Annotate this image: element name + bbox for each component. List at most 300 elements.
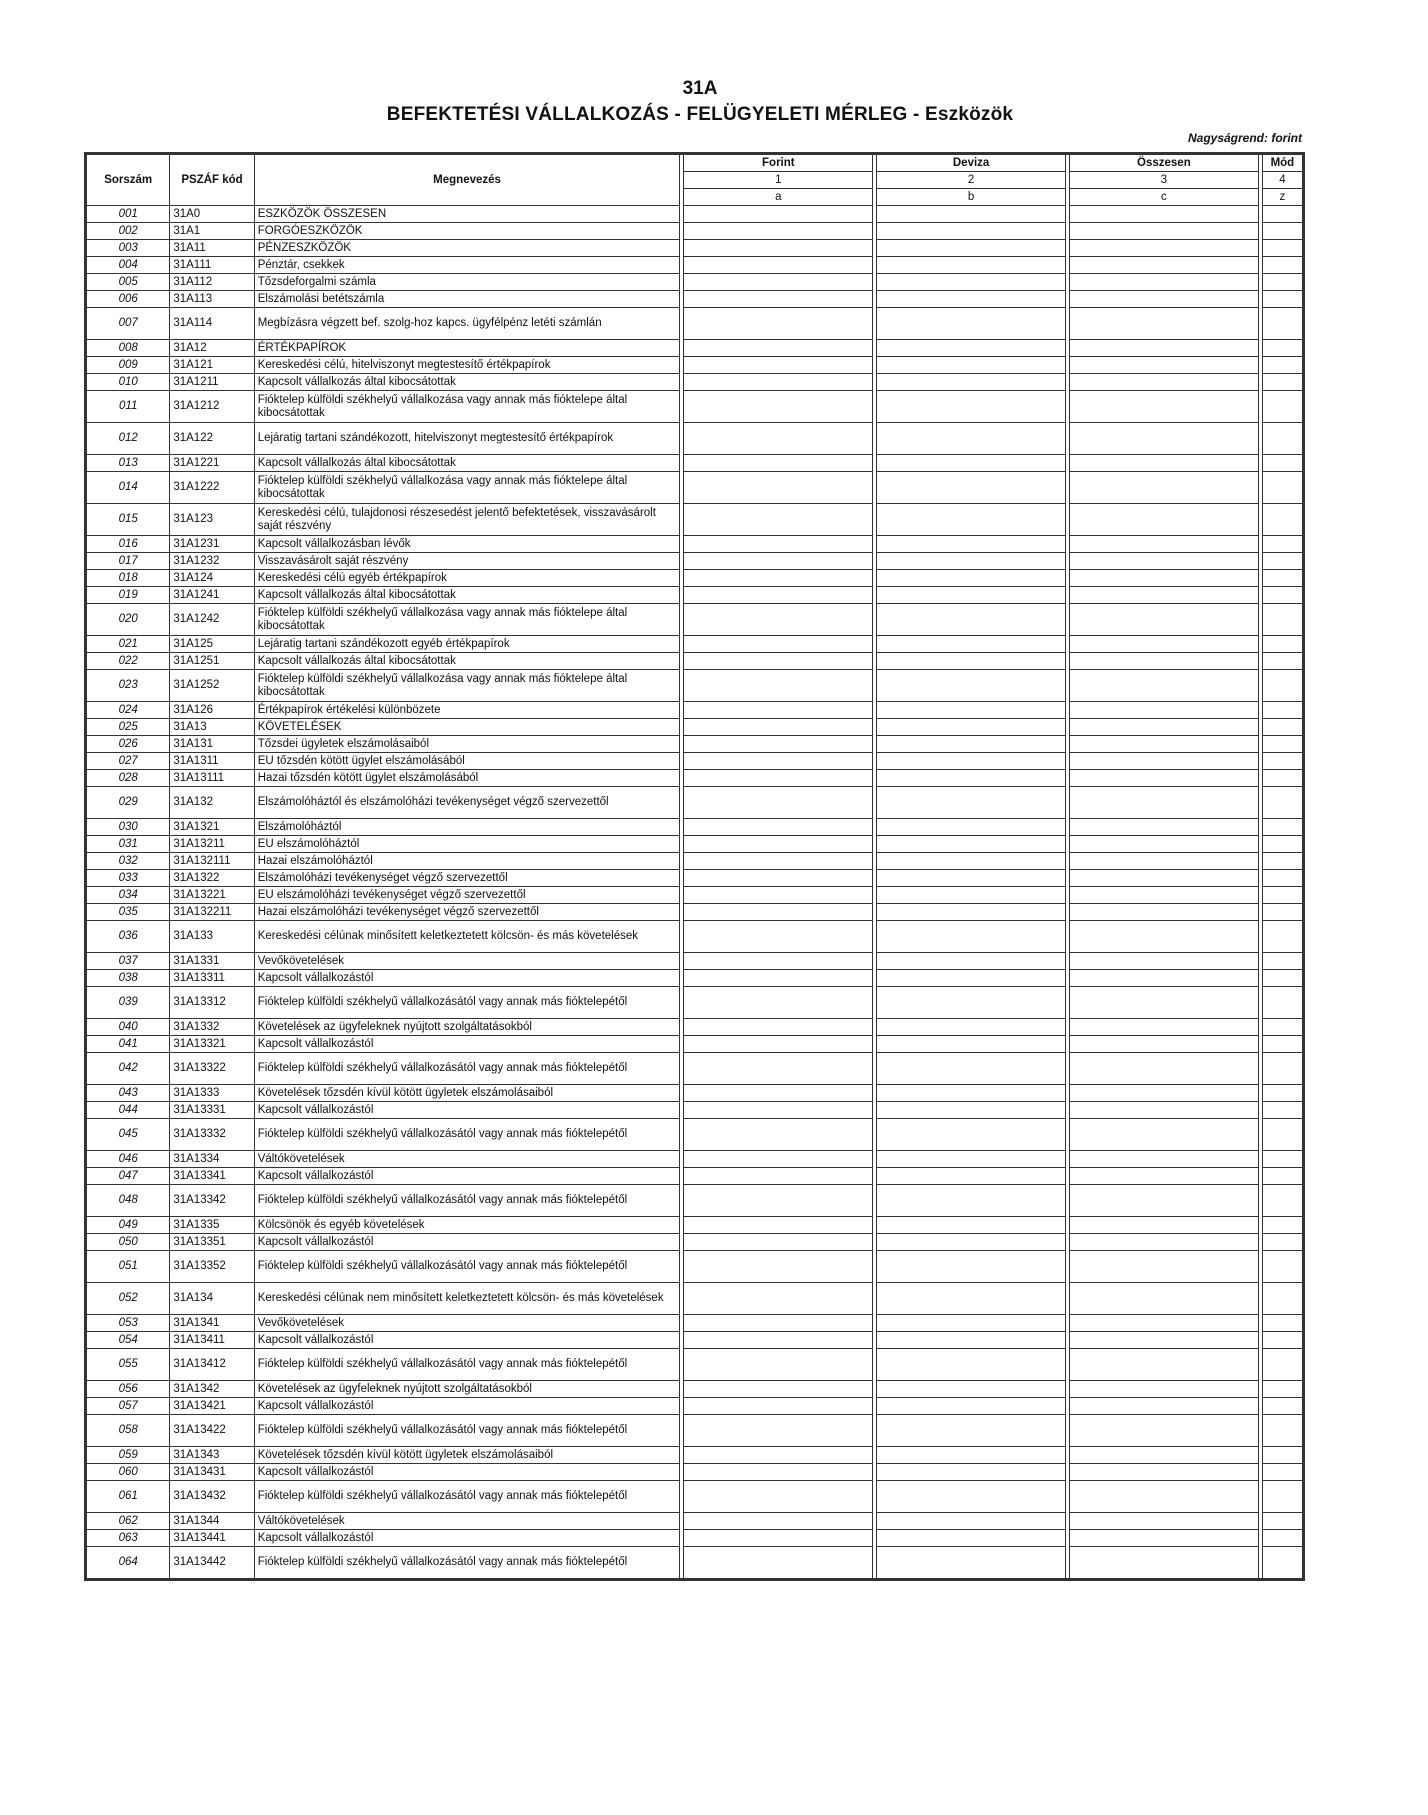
cell-osszesen[interactable] — [1070, 223, 1259, 240]
cell-deviza[interactable] — [877, 274, 1066, 291]
header-forint: Forint — [684, 154, 873, 172]
cell-mod[interactable] — [1262, 1053, 1303, 1085]
row-code: 31A13341 — [170, 1168, 254, 1185]
cell-mod[interactable] — [1262, 987, 1303, 1019]
cell-mod[interactable] — [1262, 240, 1303, 257]
cell-mod[interactable] — [1262, 1447, 1303, 1464]
cell-mod[interactable] — [1262, 1398, 1303, 1415]
cell-osszesen[interactable] — [1070, 953, 1259, 970]
cell-forint[interactable] — [684, 357, 873, 374]
cell-osszesen[interactable] — [1070, 1234, 1259, 1251]
cell-deviza[interactable] — [877, 1234, 1066, 1251]
cell-forint[interactable] — [684, 291, 873, 308]
cell-deviza[interactable] — [877, 819, 1066, 836]
cell-forint[interactable] — [684, 853, 873, 870]
cell-forint[interactable] — [684, 870, 873, 887]
cell-deviza[interactable] — [877, 1283, 1066, 1315]
cell-forint[interactable] — [684, 1102, 873, 1119]
cell-deviza[interactable] — [877, 1102, 1066, 1119]
cell-osszesen[interactable] — [1070, 240, 1259, 257]
cell-deviza[interactable] — [877, 1381, 1066, 1398]
cell-osszesen[interactable] — [1070, 1464, 1259, 1481]
cell-mod[interactable] — [1262, 970, 1303, 987]
cell-deviza[interactable] — [877, 736, 1066, 753]
cell-deviza[interactable] — [877, 1119, 1066, 1151]
form-code: 31A — [682, 78, 718, 99]
cell-mod[interactable] — [1262, 357, 1303, 374]
header-mod: Mód — [1262, 154, 1303, 172]
row-name: Váltókövetelések — [254, 1513, 680, 1530]
cell-mod[interactable] — [1262, 206, 1303, 223]
cell-forint[interactable] — [684, 819, 873, 836]
cell-forint[interactable] — [684, 1119, 873, 1151]
table-row — [86, 1217, 1304, 1234]
cell-forint[interactable] — [684, 1332, 873, 1349]
cell-forint[interactable] — [684, 570, 873, 587]
cell-deviza[interactable] — [877, 1447, 1066, 1464]
cell-deviza[interactable] — [877, 1251, 1066, 1283]
cell-deviza[interactable] — [877, 1085, 1066, 1102]
cell-mod[interactable] — [1262, 604, 1303, 636]
cell-osszesen[interactable] — [1070, 1283, 1259, 1315]
table-row — [86, 670, 1304, 702]
cell-deviza[interactable] — [877, 257, 1066, 274]
cell-deviza[interactable] — [877, 504, 1066, 536]
cell-forint[interactable] — [684, 374, 873, 391]
cell-deviza[interactable] — [877, 1513, 1066, 1530]
cell-deviza[interactable] — [877, 536, 1066, 553]
cell-osszesen[interactable] — [1070, 587, 1259, 604]
cell-mod[interactable] — [1262, 1168, 1303, 1185]
cell-forint[interactable] — [684, 240, 873, 257]
cell-mod[interactable] — [1262, 274, 1303, 291]
cell-forint[interactable] — [684, 206, 873, 223]
cell-osszesen[interactable] — [1070, 308, 1259, 340]
row-number: 021 — [86, 636, 170, 653]
cell-deviza[interactable] — [877, 1332, 1066, 1349]
cell-deviza[interactable] — [877, 904, 1066, 921]
table-row — [86, 921, 1304, 953]
row-name: Kereskedési célúnak minősített keletkeztetett kölcsön- és más követelések — [254, 921, 680, 953]
cell-forint[interactable] — [684, 1185, 873, 1217]
cell-deviza[interactable] — [877, 1530, 1066, 1547]
cell-forint[interactable] — [684, 1381, 873, 1398]
cell-deviza[interactable] — [877, 770, 1066, 787]
cell-osszesen[interactable] — [1070, 1481, 1259, 1513]
cell-forint[interactable] — [684, 987, 873, 1019]
cell-deviza[interactable] — [877, 374, 1066, 391]
cell-mod[interactable] — [1262, 504, 1303, 536]
cell-deviza[interactable] — [877, 653, 1066, 670]
cell-osszesen[interactable] — [1070, 536, 1259, 553]
cell-forint[interactable] — [684, 1019, 873, 1036]
cell-osszesen[interactable] — [1070, 1381, 1259, 1398]
cell-forint[interactable] — [684, 636, 873, 653]
cell-deviza[interactable] — [877, 1036, 1066, 1053]
cell-mod[interactable] — [1262, 472, 1303, 504]
cell-forint[interactable] — [684, 1217, 873, 1234]
cell-osszesen[interactable] — [1070, 206, 1259, 223]
cell-mod[interactable] — [1262, 536, 1303, 553]
cell-osszesen[interactable] — [1070, 702, 1259, 719]
cell-deviza[interactable] — [877, 987, 1066, 1019]
cell-osszesen[interactable] — [1070, 819, 1259, 836]
cell-forint[interactable] — [684, 1234, 873, 1251]
cell-mod[interactable] — [1262, 887, 1303, 904]
cell-osszesen[interactable] — [1070, 836, 1259, 853]
row-name: EU elszámolóháztól — [254, 836, 680, 853]
cell-forint[interactable] — [684, 770, 873, 787]
cell-forint[interactable] — [684, 753, 873, 770]
table-row — [86, 1481, 1304, 1513]
cell-forint[interactable] — [684, 472, 873, 504]
cell-osszesen[interactable] — [1070, 1217, 1259, 1234]
cell-forint[interactable] — [684, 391, 873, 423]
cell-mod[interactable] — [1262, 670, 1303, 702]
cell-deviza[interactable] — [877, 702, 1066, 719]
cell-mod[interactable] — [1262, 1151, 1303, 1168]
cell-forint[interactable] — [684, 340, 873, 357]
cell-osszesen[interactable] — [1070, 853, 1259, 870]
cell-forint[interactable] — [684, 1053, 873, 1085]
cell-deviza[interactable] — [877, 1464, 1066, 1481]
cell-osszesen[interactable] — [1070, 753, 1259, 770]
cell-forint[interactable] — [684, 1447, 873, 1464]
cell-mod[interactable] — [1262, 455, 1303, 472]
cell-deviza[interactable] — [877, 887, 1066, 904]
cell-forint[interactable] — [684, 1481, 873, 1513]
table-row — [86, 1085, 1304, 1102]
cell-osszesen[interactable] — [1070, 1085, 1259, 1102]
cell-mod[interactable] — [1262, 904, 1303, 921]
cell-osszesen[interactable] — [1070, 504, 1259, 536]
cell-osszesen[interactable] — [1070, 636, 1259, 653]
cell-deviza[interactable] — [877, 455, 1066, 472]
cell-deviza[interactable] — [877, 921, 1066, 953]
cell-deviza[interactable] — [877, 1398, 1066, 1415]
cell-mod[interactable] — [1262, 1085, 1303, 1102]
cell-osszesen[interactable] — [1070, 1053, 1259, 1085]
cell-forint[interactable] — [684, 1464, 873, 1481]
cell-mod[interactable] — [1262, 770, 1303, 787]
cell-mod[interactable] — [1262, 1234, 1303, 1251]
cell-osszesen[interactable] — [1070, 1349, 1259, 1381]
cell-mod[interactable] — [1262, 819, 1303, 836]
cell-osszesen[interactable] — [1070, 291, 1259, 308]
cell-mod[interactable] — [1262, 853, 1303, 870]
cell-mod[interactable] — [1262, 1315, 1303, 1332]
row-code: 31A13422 — [170, 1415, 254, 1447]
cell-forint[interactable] — [684, 587, 873, 604]
cell-mod[interactable] — [1262, 719, 1303, 736]
cell-deviza[interactable] — [877, 853, 1066, 870]
cell-deviza[interactable] — [877, 1185, 1066, 1217]
cell-forint[interactable] — [684, 1415, 873, 1447]
header-letter-c: c — [1070, 189, 1259, 206]
row-name: Hazai elszámolóházi tevékenységet végző szervezettől — [254, 904, 680, 921]
row-code: 31A126 — [170, 702, 254, 719]
cell-forint[interactable] — [684, 423, 873, 455]
cell-mod[interactable] — [1262, 753, 1303, 770]
cell-osszesen[interactable] — [1070, 1151, 1259, 1168]
table-row — [86, 206, 1304, 223]
cell-osszesen[interactable] — [1070, 870, 1259, 887]
cell-forint[interactable] — [684, 836, 873, 853]
cell-mod[interactable] — [1262, 1464, 1303, 1481]
cell-mod[interactable] — [1262, 391, 1303, 423]
cell-mod[interactable] — [1262, 308, 1303, 340]
cell-osszesen[interactable] — [1070, 1185, 1259, 1217]
row-number: 064 — [86, 1547, 170, 1580]
cell-osszesen[interactable] — [1070, 1315, 1259, 1332]
cell-forint[interactable] — [684, 223, 873, 240]
cell-osszesen[interactable] — [1070, 553, 1259, 570]
cell-osszesen[interactable] — [1070, 570, 1259, 587]
table-row — [86, 1332, 1304, 1349]
cell-deviza[interactable] — [877, 787, 1066, 819]
table-row — [86, 1168, 1304, 1185]
cell-mod[interactable] — [1262, 257, 1303, 274]
cell-mod[interactable] — [1262, 921, 1303, 953]
cell-forint[interactable] — [684, 274, 873, 291]
cell-mod[interactable] — [1262, 1036, 1303, 1053]
cell-mod[interactable] — [1262, 423, 1303, 455]
cell-forint[interactable] — [684, 1530, 873, 1547]
cell-forint[interactable] — [684, 1251, 873, 1283]
cell-forint[interactable] — [684, 887, 873, 904]
cell-mod[interactable] — [1262, 653, 1303, 670]
row-code: 31A1341 — [170, 1315, 254, 1332]
cell-forint[interactable] — [684, 1349, 873, 1381]
row-name: Váltókövetelések — [254, 1151, 680, 1168]
cell-osszesen[interactable] — [1070, 970, 1259, 987]
cell-osszesen[interactable] — [1070, 1168, 1259, 1185]
cell-mod[interactable] — [1262, 1415, 1303, 1447]
row-name: Kapcsolt vállalkozás által kibocsátottak — [254, 587, 680, 604]
cell-osszesen[interactable] — [1070, 357, 1259, 374]
cell-osszesen[interactable] — [1070, 770, 1259, 787]
cell-forint[interactable] — [684, 1315, 873, 1332]
cell-mod[interactable] — [1262, 736, 1303, 753]
row-number: 041 — [86, 1036, 170, 1053]
cell-mod[interactable] — [1262, 1119, 1303, 1151]
cell-deviza[interactable] — [877, 870, 1066, 887]
cell-mod[interactable] — [1262, 223, 1303, 240]
cell-osszesen[interactable] — [1070, 1415, 1259, 1447]
cell-forint[interactable] — [684, 653, 873, 670]
cell-forint[interactable] — [684, 736, 873, 753]
table-row — [86, 308, 1304, 340]
cell-mod[interactable] — [1262, 340, 1303, 357]
cell-osszesen[interactable] — [1070, 391, 1259, 423]
row-number: 020 — [86, 604, 170, 636]
cell-osszesen[interactable] — [1070, 340, 1259, 357]
cell-forint[interactable] — [684, 455, 873, 472]
cell-forint[interactable] — [684, 257, 873, 274]
cell-osszesen[interactable] — [1070, 1547, 1259, 1580]
cell-deviza[interactable] — [877, 472, 1066, 504]
cell-deviza[interactable] — [877, 953, 1066, 970]
cell-deviza[interactable] — [877, 1151, 1066, 1168]
cell-mod[interactable] — [1262, 870, 1303, 887]
cell-forint[interactable] — [684, 787, 873, 819]
cell-deviza[interactable] — [877, 753, 1066, 770]
cell-osszesen[interactable] — [1070, 1447, 1259, 1464]
cell-mod[interactable] — [1262, 570, 1303, 587]
row-code: 31A13331 — [170, 1102, 254, 1119]
cell-osszesen[interactable] — [1070, 904, 1259, 921]
cell-osszesen[interactable] — [1070, 719, 1259, 736]
cell-mod[interactable] — [1262, 1283, 1303, 1315]
row-code: 31A1343 — [170, 1447, 254, 1464]
cell-mod[interactable] — [1262, 291, 1303, 308]
cell-osszesen[interactable] — [1070, 472, 1259, 504]
cell-mod[interactable] — [1262, 1019, 1303, 1036]
cell-osszesen[interactable] — [1070, 787, 1259, 819]
cell-forint[interactable] — [684, 1151, 873, 1168]
cell-osszesen[interactable] — [1070, 987, 1259, 1019]
cell-deviza[interactable] — [877, 1415, 1066, 1447]
row-name: Kapcsolt vállalkozástól — [254, 1530, 680, 1547]
row-number: 062 — [86, 1513, 170, 1530]
cell-forint[interactable] — [684, 604, 873, 636]
cell-mod[interactable] — [1262, 1381, 1303, 1398]
row-name: Kereskedési célú egyéb értékpapírok — [254, 570, 680, 587]
cell-osszesen[interactable] — [1070, 374, 1259, 391]
cell-osszesen[interactable] — [1070, 257, 1259, 274]
cell-osszesen[interactable] — [1070, 1513, 1259, 1530]
row-name: EU tőzsdén kötött ügylet elszámolásából — [254, 753, 680, 770]
cell-forint[interactable] — [684, 953, 873, 970]
cell-deviza[interactable] — [877, 636, 1066, 653]
cell-mod[interactable] — [1262, 553, 1303, 570]
cell-deviza[interactable] — [877, 604, 1066, 636]
cell-osszesen[interactable] — [1070, 653, 1259, 670]
cell-deviza[interactable] — [877, 391, 1066, 423]
cell-mod[interactable] — [1262, 1530, 1303, 1547]
cell-forint[interactable] — [684, 1283, 873, 1315]
cell-mod[interactable] — [1262, 787, 1303, 819]
cell-mod[interactable] — [1262, 1217, 1303, 1234]
cell-forint[interactable] — [684, 921, 873, 953]
cell-deviza[interactable] — [877, 1168, 1066, 1185]
cell-mod[interactable] — [1262, 1547, 1303, 1580]
cell-osszesen[interactable] — [1070, 1251, 1259, 1283]
cell-mod[interactable] — [1262, 1185, 1303, 1217]
cell-deviza[interactable] — [877, 1053, 1066, 1085]
cell-forint[interactable] — [684, 536, 873, 553]
cell-mod[interactable] — [1262, 1102, 1303, 1119]
cell-osszesen[interactable] — [1070, 736, 1259, 753]
row-name: Kapcsolt vállalkozástól — [254, 1036, 680, 1053]
cell-deviza[interactable] — [877, 1019, 1066, 1036]
cell-forint[interactable] — [684, 702, 873, 719]
row-code: 31A1334 — [170, 1151, 254, 1168]
cell-forint[interactable] — [684, 1513, 873, 1530]
row-number: 007 — [86, 308, 170, 340]
cell-forint[interactable] — [684, 1036, 873, 1053]
cell-deviza[interactable] — [877, 1481, 1066, 1513]
cell-mod[interactable] — [1262, 836, 1303, 853]
cell-osszesen[interactable] — [1070, 423, 1259, 455]
cell-forint[interactable] — [684, 1547, 873, 1580]
cell-mod[interactable] — [1262, 1349, 1303, 1381]
cell-forint[interactable] — [684, 1168, 873, 1185]
cell-osszesen[interactable] — [1070, 1119, 1259, 1151]
cell-deviza[interactable] — [877, 587, 1066, 604]
cell-osszesen[interactable] — [1070, 1530, 1259, 1547]
cell-osszesen[interactable] — [1070, 887, 1259, 904]
cell-osszesen[interactable] — [1070, 604, 1259, 636]
cell-forint[interactable] — [684, 504, 873, 536]
cell-deviza[interactable] — [877, 357, 1066, 374]
cell-deviza[interactable] — [877, 1349, 1066, 1381]
row-name: Kapcsolt vállalkozástól — [254, 1464, 680, 1481]
cell-deviza[interactable] — [877, 206, 1066, 223]
cell-osszesen[interactable] — [1070, 1036, 1259, 1053]
cell-mod[interactable] — [1262, 953, 1303, 970]
cell-mod[interactable] — [1262, 374, 1303, 391]
cell-mod[interactable] — [1262, 702, 1303, 719]
cell-osszesen[interactable] — [1070, 274, 1259, 291]
cell-deviza[interactable] — [877, 240, 1066, 257]
cell-osszesen[interactable] — [1070, 455, 1259, 472]
cell-forint[interactable] — [684, 670, 873, 702]
cell-mod[interactable] — [1262, 1251, 1303, 1283]
cell-forint[interactable] — [684, 719, 873, 736]
cell-mod[interactable] — [1262, 587, 1303, 604]
row-code: 31A1251 — [170, 653, 254, 670]
cell-deviza[interactable] — [877, 670, 1066, 702]
cell-deviza[interactable] — [877, 719, 1066, 736]
table-row — [86, 1447, 1304, 1464]
cell-mod[interactable] — [1262, 1513, 1303, 1530]
cell-mod[interactable] — [1262, 1481, 1303, 1513]
cell-forint[interactable] — [684, 308, 873, 340]
cell-deviza[interactable] — [877, 570, 1066, 587]
cell-mod[interactable] — [1262, 1332, 1303, 1349]
row-code: 31A13421 — [170, 1398, 254, 1415]
cell-deviza[interactable] — [877, 423, 1066, 455]
cell-forint[interactable] — [684, 970, 873, 987]
cell-deviza[interactable] — [877, 340, 1066, 357]
table-row — [86, 787, 1304, 819]
cell-forint[interactable] — [684, 553, 873, 570]
cell-osszesen[interactable] — [1070, 1332, 1259, 1349]
cell-osszesen[interactable] — [1070, 670, 1259, 702]
cell-osszesen[interactable] — [1070, 1398, 1259, 1415]
cell-forint[interactable] — [684, 1085, 873, 1102]
cell-osszesen[interactable] — [1070, 1102, 1259, 1119]
row-number: 051 — [86, 1251, 170, 1283]
cell-mod[interactable] — [1262, 636, 1303, 653]
cell-deviza[interactable] — [877, 308, 1066, 340]
cell-deviza[interactable] — [877, 223, 1066, 240]
cell-osszesen[interactable] — [1070, 921, 1259, 953]
cell-deviza[interactable] — [877, 1547, 1066, 1580]
cell-deviza[interactable] — [877, 836, 1066, 853]
cell-osszesen[interactable] — [1070, 1019, 1259, 1036]
cell-forint[interactable] — [684, 904, 873, 921]
cell-forint[interactable] — [684, 1398, 873, 1415]
cell-deviza[interactable] — [877, 1315, 1066, 1332]
cell-deviza[interactable] — [877, 553, 1066, 570]
row-name: Lejáratig tartani szándékozott, hitelviszonyt megtestesítő értékpapírok — [254, 423, 680, 455]
cell-deviza[interactable] — [877, 970, 1066, 987]
row-code: 31A13311 — [170, 970, 254, 987]
cell-deviza[interactable] — [877, 291, 1066, 308]
cell-deviza[interactable] — [877, 1217, 1066, 1234]
